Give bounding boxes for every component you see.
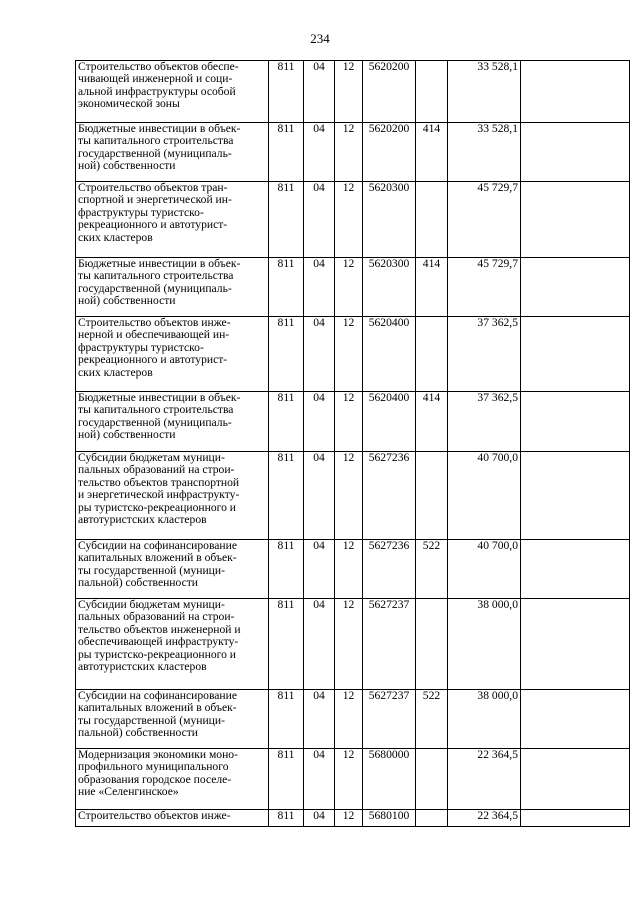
ministry-code-cell: 811 (269, 690, 304, 749)
page-number: 234 (310, 31, 330, 46)
target-article-cell: 5627236 (363, 540, 416, 599)
subsection-code-cell: 12 (335, 123, 363, 182)
row-name-cell: Субсидии бюджетам муници- пальных образований на строи- тельство объектов инженерной и обеспечивающей инфраструкту- ры туристско-рекреационного и автотуристских кластеров (76, 599, 269, 690)
table-row (76, 452, 630, 540)
ministry-code-cell: 811 (269, 599, 304, 690)
amount-cell: 38 000,0 (448, 690, 521, 749)
expense-type-cell: 414 (416, 258, 448, 317)
section-code-cell: 04 (304, 392, 335, 452)
row-name-cell: Субсидии на софинансирование капитальных вложений в объек- ты государственной (муници- пальной) собственности (76, 690, 269, 749)
ministry-code-cell: 811 (269, 61, 304, 123)
ministry-code-cell: 811 (269, 182, 304, 258)
section-code-cell: 04 (304, 317, 335, 392)
subsection-code-cell: 12 (335, 690, 363, 749)
extra-cell (521, 61, 630, 123)
extra-cell (521, 690, 630, 749)
subsection-code-cell: 12 (335, 182, 363, 258)
amount-cell: 33 528,1 (448, 123, 521, 182)
expense-type-cell (416, 452, 448, 540)
amount-cell: 40 700,0 (448, 540, 521, 599)
target-article-cell: 5627237 (363, 599, 416, 690)
section-code-cell: 04 (304, 690, 335, 749)
subsection-code-cell: 12 (335, 599, 363, 690)
expense-type-cell: 414 (416, 392, 448, 452)
budget-table (75, 60, 630, 827)
extra-cell (521, 258, 630, 317)
target-article-cell: 5620400 (363, 392, 416, 452)
ministry-code-cell: 811 (269, 810, 304, 827)
ministry-code-cell: 811 (269, 540, 304, 599)
extra-cell (521, 317, 630, 392)
section-code-cell: 04 (304, 810, 335, 827)
table-row (76, 540, 630, 599)
expense-type-cell (416, 749, 448, 810)
expense-type-cell (416, 61, 448, 123)
row-name-cell: Субсидии бюджетам муници- пальных образований на строи- тельство объектов транспортной и энергетической инфраструкту- ры туристско-рекреационного и автотуристских кластеров (76, 452, 269, 540)
table-row (76, 690, 630, 749)
expense-type-cell: 522 (416, 690, 448, 749)
table-row (76, 123, 630, 182)
amount-cell: 37 362,5 (448, 317, 521, 392)
row-name-cell: Бюджетные инвестиции в объек- ты капитального строительства государственной (муниципаль- ной) собственности (76, 123, 269, 182)
ministry-code-cell: 811 (269, 123, 304, 182)
ministry-code-cell: 811 (269, 392, 304, 452)
subsection-code-cell: 12 (335, 317, 363, 392)
row-name-cell: Бюджетные инвестиции в объек- ты капитального строительства государственной (муниципаль- ной) собственности (76, 392, 269, 452)
target-article-cell: 5627237 (363, 690, 416, 749)
row-name-cell: Субсидии на софинансирование капитальных вложений в объек- ты государственной (муници- пальной) собственности (76, 540, 269, 599)
subsection-code-cell: 12 (335, 258, 363, 317)
expense-type-cell: 522 (416, 540, 448, 599)
table-row (76, 599, 630, 690)
section-code-cell: 04 (304, 540, 335, 599)
target-article-cell: 5620200 (363, 61, 416, 123)
section-code-cell: 04 (304, 452, 335, 540)
extra-cell (521, 452, 630, 540)
table-row (76, 749, 630, 810)
subsection-code-cell: 12 (335, 452, 363, 540)
target-article-cell: 5627236 (363, 452, 416, 540)
row-name-cell: Строительство объектов инже- (76, 810, 269, 827)
row-name-cell: Строительство объектов инже- нерной и обеспечивающей ин- фраструктуры туристско- рекреационного и автотурист- ских кластеров (76, 317, 269, 392)
extra-cell (521, 182, 630, 258)
section-code-cell: 04 (304, 123, 335, 182)
expense-type-cell (416, 599, 448, 690)
table-row (76, 61, 630, 123)
amount-cell: 45 729,7 (448, 258, 521, 317)
amount-cell: 22 364,5 (448, 810, 521, 827)
subsection-code-cell: 12 (335, 749, 363, 810)
target-article-cell: 5680100 (363, 810, 416, 827)
target-article-cell: 5620300 (363, 182, 416, 258)
amount-cell: 22 364,5 (448, 749, 521, 810)
expense-type-cell: 414 (416, 123, 448, 182)
table-row (76, 392, 630, 452)
subsection-code-cell: 12 (335, 540, 363, 599)
ministry-code-cell: 811 (269, 317, 304, 392)
section-code-cell: 04 (304, 258, 335, 317)
section-code-cell: 04 (304, 61, 335, 123)
target-article-cell: 5620300 (363, 258, 416, 317)
row-name-cell: Строительство объектов обеспе- чивающей инженерной и соци- альной инфраструктуры особой экономической зоны (76, 61, 269, 123)
subsection-code-cell: 12 (335, 810, 363, 827)
extra-cell (521, 392, 630, 452)
amount-cell: 38 000,0 (448, 599, 521, 690)
section-code-cell: 04 (304, 599, 335, 690)
expense-type-cell (416, 182, 448, 258)
expense-type-cell (416, 317, 448, 392)
amount-cell: 37 362,5 (448, 392, 521, 452)
amount-cell: 33 528,1 (448, 61, 521, 123)
extra-cell (521, 810, 630, 827)
row-name-cell: Строительство объектов тран- спортной и энергетической ин- фраструктуры туристско- рекреационного и автотурист- ских кластеров (76, 182, 269, 258)
section-code-cell: 04 (304, 182, 335, 258)
ministry-code-cell: 811 (269, 749, 304, 810)
extra-cell (521, 599, 630, 690)
row-name-cell: Модернизация экономики моно- профильного муниципального образования городское поселе- ние «Селенгинское» (76, 749, 269, 810)
section-code-cell: 04 (304, 749, 335, 810)
table-row (76, 317, 630, 392)
table-row (76, 810, 630, 827)
extra-cell (521, 540, 630, 599)
amount-cell: 40 700,0 (448, 452, 521, 540)
subsection-code-cell: 12 (335, 392, 363, 452)
table-row (76, 182, 630, 258)
extra-cell (521, 749, 630, 810)
target-article-cell: 5620200 (363, 123, 416, 182)
expense-type-cell (416, 810, 448, 827)
subsection-code-cell: 12 (335, 61, 363, 123)
extra-cell (521, 123, 630, 182)
target-article-cell: 5620400 (363, 317, 416, 392)
amount-cell: 45 729,7 (448, 182, 521, 258)
ministry-code-cell: 811 (269, 258, 304, 317)
ministry-code-cell: 811 (269, 452, 304, 540)
row-name-cell: Бюджетные инвестиции в объек- ты капитального строительства государственной (муниципаль- ной) собственности (76, 258, 269, 317)
target-article-cell: 5680000 (363, 749, 416, 810)
table-row (76, 258, 630, 317)
